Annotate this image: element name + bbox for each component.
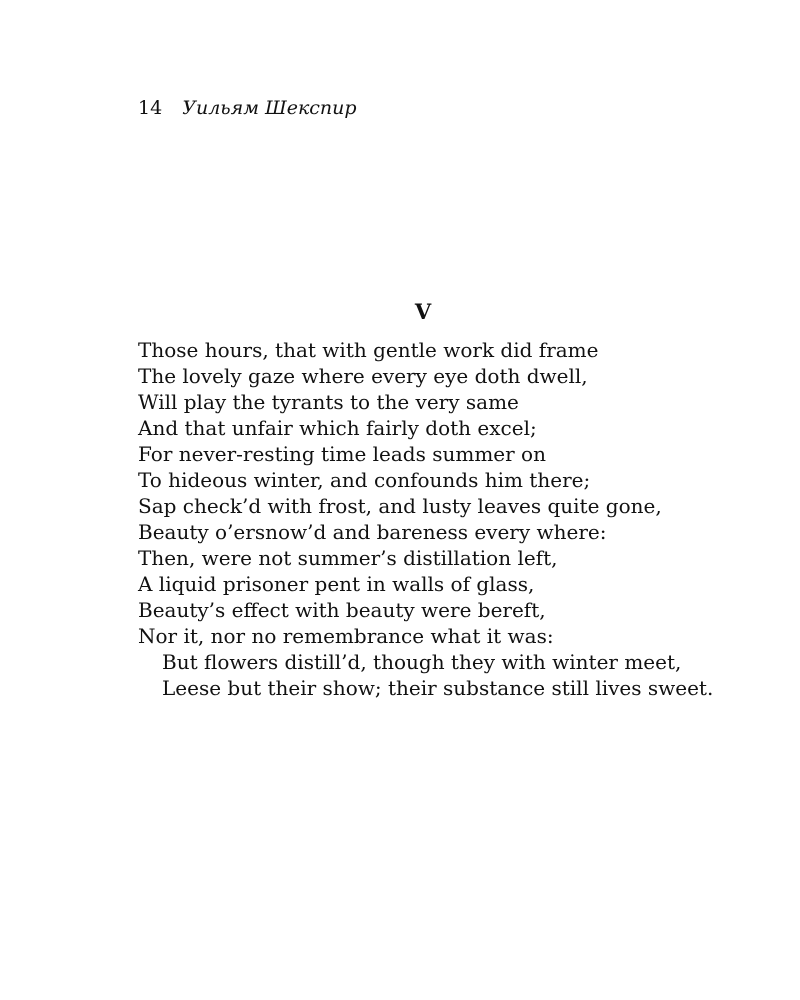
- poem-line: To hideous winter, and confounds him there;: [138, 468, 591, 492]
- poem-line: A liquid prisoner pent in walls of glass,: [138, 572, 535, 596]
- author-name: Уильям Шекспир: [182, 97, 357, 119]
- poem-line: Beauty’s effect with beauty were bereft,: [138, 598, 546, 622]
- couplet-line: Leese but their show; their substance still lives sweet.: [162, 676, 714, 700]
- couplet-line: But flowers distill’d, though they with winter meet,: [162, 650, 682, 674]
- poem-line: Nor it, nor no remembrance what it was:: [138, 624, 554, 648]
- sonnet-number: V: [414, 299, 432, 324]
- page-number: 14: [138, 97, 163, 119]
- poem-line: Those hours, that with gentle work did frame: [138, 338, 599, 362]
- poem-line: Then, were not summer’s distillation left,: [138, 546, 558, 570]
- poem-line: And that unfair which fairly doth excel;: [138, 416, 537, 440]
- running-head: [138, 96, 357, 120]
- poem-line: Beauty o’ersnow’d and bareness every where:: [138, 520, 607, 544]
- poem-text: [138, 337, 778, 701]
- poem-line: Sap check’d with frost, and lusty leaves quite gone,: [138, 494, 662, 518]
- poem-line: For never-resting time leads summer on: [138, 442, 546, 466]
- poem-line: The lovely gaze where every eye doth dwell,: [138, 364, 588, 388]
- poem-line: Will play the tyrants to the very same: [138, 390, 519, 414]
